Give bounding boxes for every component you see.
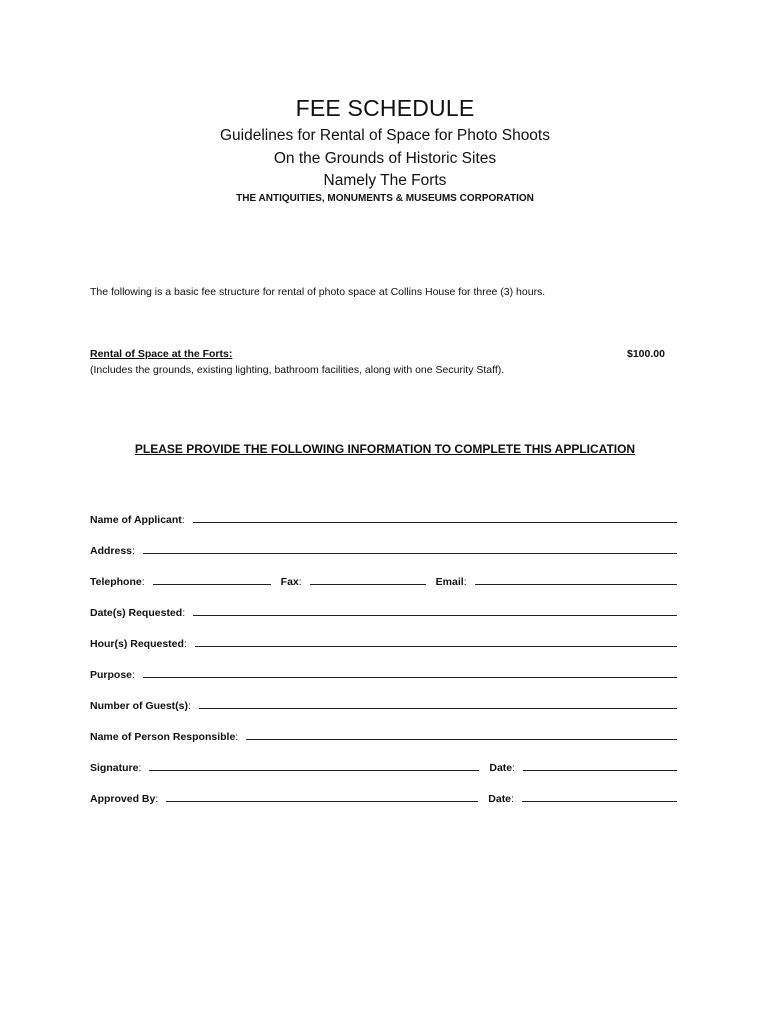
- signature-row: [90, 758, 677, 774]
- colon: :: [511, 793, 514, 805]
- colon: :: [132, 669, 135, 681]
- guests-label: Number of Guest(s): [90, 700, 189, 712]
- document-title: FEE SCHEDULE: [295, 95, 475, 121]
- responsible-field[interactable]: [246, 739, 677, 740]
- hours-row: [90, 634, 677, 650]
- colon: :: [463, 576, 467, 588]
- signature-field[interactable]: [149, 770, 479, 771]
- colon: :: [138, 762, 142, 774]
- purpose-row: [90, 665, 677, 681]
- rental-note: (Includes the grounds, existing lighting, bathroom facilities, along with one Security Staff).: [90, 364, 505, 376]
- address-label: Address: [90, 545, 133, 557]
- applicant-label: Name of Applicant: [90, 514, 182, 526]
- rental-price: $100.00: [627, 348, 665, 360]
- subtitle-guidelines: Guidelines for Rental of Space for Photo Shoots: [219, 127, 550, 144]
- email-field[interactable]: [475, 584, 677, 585]
- colon: :: [235, 731, 239, 743]
- purpose-field[interactable]: [143, 677, 677, 678]
- guests-row: [90, 696, 677, 712]
- email-label: Email: [435, 576, 464, 588]
- signature-date-field[interactable]: [523, 770, 677, 771]
- telephone-field[interactable]: [153, 584, 271, 585]
- approved-date-field[interactable]: [522, 801, 677, 802]
- guests-field[interactable]: [199, 708, 677, 709]
- telephone-label: Telephone: [90, 576, 142, 588]
- approved-field[interactable]: [166, 801, 478, 802]
- colon: :: [183, 638, 187, 650]
- hours-label: Hour(s) Requested: [90, 638, 184, 650]
- approved-date-label: Date: [488, 793, 512, 805]
- colon: :: [155, 793, 159, 805]
- applicant-field[interactable]: [193, 522, 677, 523]
- colon: :: [181, 514, 185, 526]
- organization-name: THE ANTIQUITIES, MONUMENTS & MUSEUMS CORPORATION: [236, 193, 534, 204]
- colon: :: [298, 576, 302, 588]
- fax-field[interactable]: [310, 584, 426, 585]
- subtitle-forts: Namely The Forts: [323, 172, 447, 189]
- dates-field[interactable]: [193, 615, 677, 616]
- approved-label: Approved By: [90, 793, 156, 805]
- fax-label: Fax: [280, 576, 299, 588]
- colon: :: [141, 576, 145, 588]
- colon: :: [182, 607, 186, 619]
- rental-label: Rental of Space at the Forts:: [90, 348, 233, 360]
- signature-label: Signature: [90, 762, 139, 774]
- intro-text: The following is a basic fee structure for rental of photo space at Collins House for three (3) hours.: [90, 286, 546, 298]
- subtitle-grounds: On the Grounds of Historic Sites: [273, 150, 497, 167]
- dates-row: [90, 603, 677, 619]
- purpose-label: Purpose: [90, 669, 133, 681]
- responsible-row: [90, 727, 677, 743]
- address-row: [90, 541, 677, 557]
- signature-date-label: Date: [489, 762, 513, 774]
- approved-row: [90, 789, 677, 805]
- colon: :: [188, 700, 191, 712]
- responsible-label: Name of Person Responsible: [90, 731, 236, 743]
- address-field[interactable]: [143, 553, 677, 554]
- colon: :: [132, 545, 135, 557]
- contact-row: [90, 572, 677, 588]
- colon: :: [512, 762, 516, 774]
- applicant-row: [90, 510, 677, 526]
- instruction-heading: PLEASE PROVIDE THE FOLLOWING INFORMATION TO COMPLETE THIS APPLICATION: [134, 442, 636, 456]
- dates-label: Date(s) Requested: [90, 607, 183, 619]
- hours-field[interactable]: [195, 646, 677, 647]
